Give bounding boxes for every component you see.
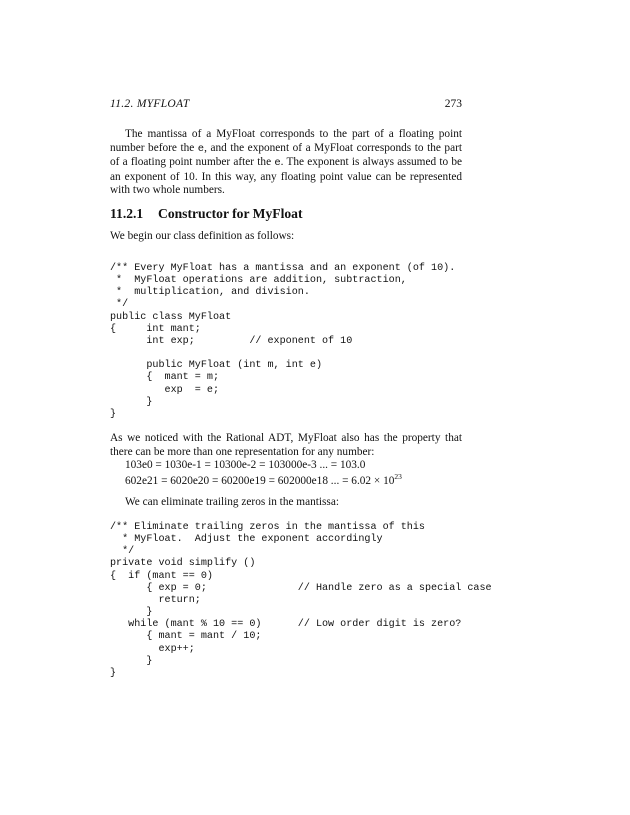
page-number: 273: [444, 98, 462, 110]
running-head-section: 11.2. MYFLOAT: [110, 98, 190, 110]
running-head: [110, 98, 462, 114]
section-title: Constructor for MyFloat: [158, 206, 303, 221]
equation-602-base: 602e21 = 6020e20 = 60200e19 = 602000e18 ... = 6.02 × 10: [125, 475, 395, 487]
equation-602: [125, 472, 402, 487]
equation-602-exponent: 23: [394, 472, 402, 481]
intro-paragraph: [110, 128, 462, 198]
intro-text-a: The mantissa of a MyFloat corresponds to the part of a floating point number before the: [110, 128, 462, 154]
code-listing-simplify: /** Eliminate trailing zeros in the mantissa of this * MyFloat. Adjust the exponent accordingly */ private void simplify () { if (mant == 0) { exp = 0; // Handle zero as a special case return; } while (mant % 10 == 0) // Low order digit is zero? { mant = mant / 10; exp++; } }: [110, 522, 492, 679]
intro-text-b: , and the exponent of a MyFloat corresponds to the part of a floating point number after the: [110, 141, 462, 169]
section-number: 11.2.1: [110, 206, 144, 221]
section-heading: [110, 206, 302, 222]
inline-code-e: e: [274, 157, 281, 170]
eliminate-paragraph: We can eliminate trailing zeros in the mantissa:: [125, 496, 339, 508]
equation-103: 103e0 = 1030e-1 = 10300e-2 = 103000e-3 ... = 103.0: [125, 459, 366, 471]
intro-text-c: . The exponent is always assumed to be an exponent of 10. In this way, any floating point value can be represented with two whole numbers.: [110, 156, 462, 197]
rational-paragraph: As we noticed with the Rational ADT, MyFloat also has the property that there can be more than one representation for any number:: [110, 432, 462, 458]
begin-paragraph: We begin our class definition as follows:: [110, 230, 295, 242]
code-listing-constructor: /** Every MyFloat has a mantissa and an exponent (of 10). * MyFloat operations are addition, subtraction, * multiplication, and division. */ public class MyFloat { int mant; int exp; // exponent of 10 public MyFloat (int m, int e) { mant = m; exp = e; } }: [110, 263, 456, 420]
inline-code-e: e: [197, 142, 205, 155]
